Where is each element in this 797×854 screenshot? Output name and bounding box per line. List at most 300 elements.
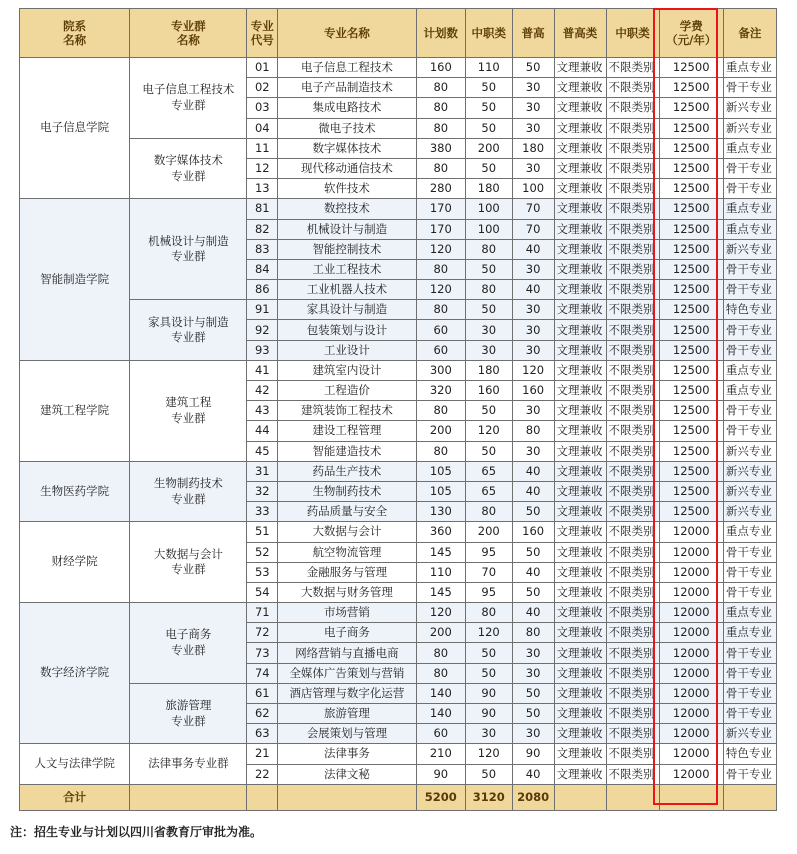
plan-count-cell: 145	[416, 542, 465, 562]
zhongzhi-type-cell: 不限类别	[606, 219, 659, 239]
table-row	[20, 199, 777, 219]
tuition-fee-cell: 12500	[659, 199, 723, 219]
pugao-type-cell: 文理兼收	[554, 179, 606, 199]
zhongzhi-type-cell: 不限类别	[606, 542, 659, 562]
group-name-cell: 家具设计与制造 专业群	[130, 300, 247, 361]
plan-count-cell: 80	[416, 158, 465, 178]
plan-count-cell: 80	[416, 98, 465, 118]
total-plan-cell: 5200	[416, 784, 465, 810]
zhongzhi-count-cell: 120	[465, 421, 512, 441]
pugao-type-cell: 文理兼收	[554, 219, 606, 239]
pugao-count-cell: 50	[512, 683, 554, 703]
zhongzhi-type-cell: 不限类别	[606, 138, 659, 158]
pugao-count-cell: 30	[512, 78, 554, 98]
remark-cell: 新兴专业	[723, 461, 776, 481]
plan-count-cell: 140	[416, 704, 465, 724]
plan-count-cell: 80	[416, 441, 465, 461]
pugao-type-cell: 文理兼收	[554, 158, 606, 178]
tuition-fee-cell: 12500	[659, 461, 723, 481]
pugao-type-cell: 文理兼收	[554, 78, 606, 98]
zhongzhi-type-cell: 不限类别	[606, 704, 659, 724]
major-code-cell: 51	[247, 522, 278, 542]
pugao-count-cell: 50	[512, 582, 554, 602]
major-name-cell: 智能建造技术	[278, 441, 417, 461]
tuition-fee-cell: 12000	[659, 683, 723, 703]
table-row	[20, 360, 777, 380]
zhongzhi-count-cell: 100	[465, 219, 512, 239]
plan-count-cell: 120	[416, 603, 465, 623]
pugao-count-cell: 80	[512, 623, 554, 643]
table-header-row	[20, 9, 777, 58]
pugao-count-cell: 50	[512, 58, 554, 78]
remark-cell: 重点专业	[723, 360, 776, 380]
zhongzhi-count-cell: 50	[465, 764, 512, 784]
plan-count-cell: 200	[416, 623, 465, 643]
tuition-fee-cell: 12000	[659, 764, 723, 784]
plan-count-cell: 110	[416, 562, 465, 582]
pugao-type-cell: 文理兼收	[554, 441, 606, 461]
major-code-cell: 04	[247, 118, 278, 138]
pugao-count-cell: 40	[512, 603, 554, 623]
remark-cell: 骨干专业	[723, 704, 776, 724]
remark-cell: 特色专业	[723, 300, 776, 320]
zhongzhi-count-cell: 50	[465, 643, 512, 663]
major-code-cell: 53	[247, 562, 278, 582]
group-name-cell: 数字媒体技术 专业群	[130, 138, 247, 199]
tuition-fee-cell: 12500	[659, 502, 723, 522]
plan-count-cell: 105	[416, 461, 465, 481]
enrollment-plan-table	[19, 8, 777, 811]
pugao-type-cell: 文理兼收	[554, 724, 606, 744]
pugao-type-cell: 文理兼收	[554, 542, 606, 562]
pugao-count-cell: 30	[512, 98, 554, 118]
total-row	[20, 784, 777, 810]
plan-count-cell: 60	[416, 724, 465, 744]
major-name-cell: 包装策划与设计	[278, 320, 417, 340]
tuition-fee-cell: 12000	[659, 643, 723, 663]
pugao-type-cell: 文理兼收	[554, 138, 606, 158]
remark-cell: 骨干专业	[723, 340, 776, 360]
pugao-count-cell: 40	[512, 764, 554, 784]
zhongzhi-count-cell: 180	[465, 360, 512, 380]
tuition-fee-cell: 12500	[659, 401, 723, 421]
zhongzhi-count-cell: 65	[465, 481, 512, 501]
pugao-count-cell: 30	[512, 663, 554, 683]
major-code-cell: 43	[247, 401, 278, 421]
tuition-fee-cell: 12500	[659, 300, 723, 320]
major-code-cell: 03	[247, 98, 278, 118]
zhongzhi-count-cell: 200	[465, 138, 512, 158]
pugao-count-cell: 30	[512, 401, 554, 421]
major-code-cell: 52	[247, 542, 278, 562]
header-zhongzhi-type: 中职类	[606, 9, 659, 58]
plan-count-cell: 80	[416, 643, 465, 663]
pugao-count-cell: 30	[512, 340, 554, 360]
major-name-cell: 工业工程技术	[278, 259, 417, 279]
major-name-cell: 会展策划与管理	[278, 724, 417, 744]
college-name-cell: 人文与法律学院	[20, 744, 130, 784]
major-name-cell: 市场营销	[278, 603, 417, 623]
plan-count-cell: 60	[416, 340, 465, 360]
major-code-cell: 93	[247, 340, 278, 360]
major-code-cell: 84	[247, 259, 278, 279]
group-name-cell: 电子信息工程技术 专业群	[130, 58, 247, 139]
major-name-cell: 全媒体广告策划与营销	[278, 663, 417, 683]
plan-count-cell: 300	[416, 360, 465, 380]
zhongzhi-count-cell: 120	[465, 744, 512, 764]
major-name-cell: 电子商务	[278, 623, 417, 643]
empty-cell	[659, 784, 723, 810]
footnote: 注：招生专业与计划以四川省教育厅审批为准。	[10, 825, 263, 839]
zhongzhi-count-cell: 200	[465, 522, 512, 542]
college-name-cell: 建筑工程学院	[20, 360, 130, 461]
remark-cell: 重点专业	[723, 138, 776, 158]
table-row	[20, 58, 777, 78]
tuition-fee-cell: 12000	[659, 522, 723, 542]
pugao-type-cell: 文理兼收	[554, 764, 606, 784]
major-code-cell: 41	[247, 360, 278, 380]
major-code-cell: 81	[247, 199, 278, 219]
plan-count-cell: 280	[416, 179, 465, 199]
major-name-cell: 金融服务与管理	[278, 562, 417, 582]
table-row	[20, 300, 777, 320]
zhongzhi-count-cell: 90	[465, 704, 512, 724]
zhongzhi-type-cell: 不限类别	[606, 603, 659, 623]
tuition-fee-cell: 12500	[659, 78, 723, 98]
remark-cell: 骨干专业	[723, 683, 776, 703]
remark-cell: 骨干专业	[723, 280, 776, 300]
remark-cell: 新兴专业	[723, 481, 776, 501]
remark-cell: 重点专业	[723, 381, 776, 401]
major-name-cell: 数控技术	[278, 199, 417, 219]
tuition-fee-cell: 12000	[659, 724, 723, 744]
major-code-cell: 54	[247, 582, 278, 602]
tuition-fee-cell: 12500	[659, 179, 723, 199]
zhongzhi-type-cell: 不限类别	[606, 179, 659, 199]
header-zhongzhi: 中职类	[465, 9, 512, 58]
tuition-fee-cell: 12000	[659, 704, 723, 724]
zhongzhi-type-cell: 不限类别	[606, 441, 659, 461]
plan-count-cell: 120	[416, 280, 465, 300]
zhongzhi-count-cell: 50	[465, 118, 512, 138]
zhongzhi-type-cell: 不限类别	[606, 118, 659, 138]
zhongzhi-count-cell: 100	[465, 199, 512, 219]
zhongzhi-count-cell: 95	[465, 582, 512, 602]
pugao-type-cell: 文理兼收	[554, 623, 606, 643]
tuition-fee-cell: 12500	[659, 259, 723, 279]
zhongzhi-type-cell: 不限类别	[606, 744, 659, 764]
pugao-type-cell: 文理兼收	[554, 562, 606, 582]
pugao-type-cell: 文理兼收	[554, 280, 606, 300]
group-name-cell: 建筑工程 专业群	[130, 360, 247, 461]
major-code-cell: 33	[247, 502, 278, 522]
zhongzhi-count-cell: 50	[465, 300, 512, 320]
remark-cell: 特色专业	[723, 744, 776, 764]
plan-count-cell: 80	[416, 78, 465, 98]
table-row	[20, 603, 777, 623]
pugao-type-cell: 文理兼收	[554, 421, 606, 441]
plan-count-cell: 160	[416, 58, 465, 78]
zhongzhi-type-cell: 不限类别	[606, 582, 659, 602]
zhongzhi-type-cell: 不限类别	[606, 643, 659, 663]
pugao-count-cell: 30	[512, 441, 554, 461]
major-name-cell: 现代移动通信技术	[278, 158, 417, 178]
college-name-cell: 生物医药学院	[20, 461, 130, 522]
zhongzhi-count-cell: 50	[465, 98, 512, 118]
major-name-cell: 酒店管理与数字化运营	[278, 683, 417, 703]
major-name-cell: 微电子技术	[278, 118, 417, 138]
table-row	[20, 461, 777, 481]
zhongzhi-count-cell: 80	[465, 280, 512, 300]
zhongzhi-count-cell: 30	[465, 340, 512, 360]
major-code-cell: 21	[247, 744, 278, 764]
plan-count-cell: 105	[416, 481, 465, 501]
table-row	[20, 744, 777, 764]
zhongzhi-count-cell: 50	[465, 158, 512, 178]
remark-cell: 骨干专业	[723, 663, 776, 683]
tuition-fee-cell: 12500	[659, 320, 723, 340]
zhongzhi-type-cell: 不限类别	[606, 421, 659, 441]
tuition-fee-cell: 12500	[659, 421, 723, 441]
zhongzhi-count-cell: 180	[465, 179, 512, 199]
tuition-fee-cell: 12500	[659, 219, 723, 239]
header-pugao: 普高	[512, 9, 554, 58]
zhongzhi-type-cell: 不限类别	[606, 764, 659, 784]
zhongzhi-type-cell: 不限类别	[606, 98, 659, 118]
total-label-cell: 合计	[20, 784, 130, 810]
major-name-cell: 工业设计	[278, 340, 417, 360]
group-name-cell: 电子商务 专业群	[130, 603, 247, 684]
zhongzhi-type-cell: 不限类别	[606, 58, 659, 78]
major-code-cell: 45	[247, 441, 278, 461]
pugao-count-cell: 120	[512, 360, 554, 380]
tuition-fee-cell: 12500	[659, 239, 723, 259]
header-fee: 学费 （元/年）	[659, 9, 723, 58]
plan-count-cell: 60	[416, 320, 465, 340]
major-name-cell: 大数据与财务管理	[278, 582, 417, 602]
major-name-cell: 机械设计与制造	[278, 219, 417, 239]
zhongzhi-type-cell: 不限类别	[606, 300, 659, 320]
table-row	[20, 522, 777, 542]
tuition-fee-cell: 12500	[659, 58, 723, 78]
remark-cell: 重点专业	[723, 199, 776, 219]
major-name-cell: 旅游管理	[278, 704, 417, 724]
pugao-type-cell: 文理兼收	[554, 98, 606, 118]
pugao-type-cell: 文理兼收	[554, 522, 606, 542]
major-name-cell: 工业机器人技术	[278, 280, 417, 300]
pugao-type-cell: 文理兼收	[554, 603, 606, 623]
major-code-cell: 22	[247, 764, 278, 784]
tuition-fee-cell: 12500	[659, 98, 723, 118]
zhongzhi-count-cell: 90	[465, 683, 512, 703]
major-name-cell: 电子信息工程技术	[278, 58, 417, 78]
pugao-count-cell: 50	[512, 542, 554, 562]
major-name-cell: 生物制药技术	[278, 481, 417, 501]
pugao-count-cell: 50	[512, 502, 554, 522]
pugao-type-cell: 文理兼收	[554, 502, 606, 522]
tuition-fee-cell: 12000	[659, 542, 723, 562]
zhongzhi-count-cell: 50	[465, 441, 512, 461]
pugao-type-cell: 文理兼收	[554, 381, 606, 401]
plan-count-cell: 80	[416, 663, 465, 683]
major-code-cell: 71	[247, 603, 278, 623]
zhongzhi-count-cell: 30	[465, 724, 512, 744]
pugao-type-cell: 文理兼收	[554, 704, 606, 724]
pugao-count-cell: 70	[512, 219, 554, 239]
tuition-fee-cell: 12000	[659, 603, 723, 623]
zhongzhi-type-cell: 不限类别	[606, 340, 659, 360]
plan-count-cell: 80	[416, 300, 465, 320]
pugao-count-cell: 40	[512, 239, 554, 259]
plan-count-cell: 320	[416, 381, 465, 401]
pugao-type-cell: 文理兼收	[554, 663, 606, 683]
pugao-count-cell: 30	[512, 643, 554, 663]
major-name-cell: 建设工程管理	[278, 421, 417, 441]
header-group: 专业群 名称	[130, 9, 247, 58]
pugao-count-cell: 30	[512, 300, 554, 320]
table-row	[20, 138, 777, 158]
zhongzhi-count-cell: 50	[465, 78, 512, 98]
major-name-cell: 数字媒体技术	[278, 138, 417, 158]
zhongzhi-count-cell: 50	[465, 259, 512, 279]
zhongzhi-count-cell: 65	[465, 461, 512, 481]
zhongzhi-type-cell: 不限类别	[606, 158, 659, 178]
pugao-count-cell: 70	[512, 199, 554, 219]
major-code-cell: 12	[247, 158, 278, 178]
pugao-type-cell: 文理兼收	[554, 259, 606, 279]
plan-count-cell: 130	[416, 502, 465, 522]
zhongzhi-count-cell: 50	[465, 663, 512, 683]
remark-cell: 骨干专业	[723, 320, 776, 340]
major-code-cell: 31	[247, 461, 278, 481]
plan-count-cell: 210	[416, 744, 465, 764]
pugao-type-cell: 文理兼收	[554, 300, 606, 320]
zhongzhi-type-cell: 不限类别	[606, 724, 659, 744]
zhongzhi-type-cell: 不限类别	[606, 522, 659, 542]
pugao-type-cell: 文理兼收	[554, 461, 606, 481]
major-code-cell: 62	[247, 704, 278, 724]
pugao-count-cell: 30	[512, 724, 554, 744]
header-plan: 计划数	[416, 9, 465, 58]
pugao-type-cell: 文理兼收	[554, 360, 606, 380]
zhongzhi-type-cell: 不限类别	[606, 683, 659, 703]
major-name-cell: 工程造价	[278, 381, 417, 401]
zhongzhi-type-cell: 不限类别	[606, 502, 659, 522]
plan-count-cell: 80	[416, 118, 465, 138]
plan-count-cell: 80	[416, 401, 465, 421]
major-code-cell: 91	[247, 300, 278, 320]
plan-count-cell: 200	[416, 421, 465, 441]
pugao-type-cell: 文理兼收	[554, 340, 606, 360]
group-name-cell: 机械设计与制造 专业群	[130, 199, 247, 300]
pugao-count-cell: 40	[512, 280, 554, 300]
tuition-fee-cell: 12000	[659, 582, 723, 602]
zhongzhi-count-cell: 70	[465, 562, 512, 582]
major-name-cell: 药品生产技术	[278, 461, 417, 481]
pugao-count-cell: 40	[512, 461, 554, 481]
zhongzhi-type-cell: 不限类别	[606, 461, 659, 481]
pugao-type-cell: 文理兼收	[554, 58, 606, 78]
group-name-cell: 旅游管理 专业群	[130, 683, 247, 744]
table-row	[20, 683, 777, 703]
plan-count-cell: 170	[416, 199, 465, 219]
table-body	[20, 58, 777, 811]
plan-count-cell: 145	[416, 582, 465, 602]
tuition-fee-cell: 12000	[659, 623, 723, 643]
tuition-fee-cell: 12500	[659, 441, 723, 461]
zhongzhi-type-cell: 不限类别	[606, 663, 659, 683]
tuition-fee-cell: 12500	[659, 118, 723, 138]
major-code-cell: 82	[247, 219, 278, 239]
zhongzhi-count-cell: 160	[465, 381, 512, 401]
remark-cell: 重点专业	[723, 58, 776, 78]
zhongzhi-type-cell: 不限类别	[606, 280, 659, 300]
pugao-count-cell: 160	[512, 381, 554, 401]
remark-cell: 新兴专业	[723, 724, 776, 744]
enrollment-table-container	[19, 8, 777, 811]
remark-cell: 新兴专业	[723, 441, 776, 461]
major-name-cell: 药品质量与安全	[278, 502, 417, 522]
zhongzhi-type-cell: 不限类别	[606, 481, 659, 501]
remark-cell: 骨干专业	[723, 764, 776, 784]
major-name-cell: 软件技术	[278, 179, 417, 199]
college-name-cell: 智能制造学院	[20, 199, 130, 361]
remark-cell: 重点专业	[723, 623, 776, 643]
remark-cell: 骨干专业	[723, 179, 776, 199]
college-name-cell: 财经学院	[20, 522, 130, 603]
major-name-cell: 建筑室内设计	[278, 360, 417, 380]
tuition-fee-cell: 12500	[659, 481, 723, 501]
tuition-fee-cell: 12000	[659, 744, 723, 764]
pugao-count-cell: 40	[512, 562, 554, 582]
zhongzhi-count-cell: 50	[465, 401, 512, 421]
zhongzhi-type-cell: 不限类别	[606, 259, 659, 279]
tuition-fee-cell: 12500	[659, 340, 723, 360]
empty-cell	[130, 784, 247, 810]
zhongzhi-type-cell: 不限类别	[606, 199, 659, 219]
pugao-type-cell: 文理兼收	[554, 118, 606, 138]
header-major: 专业名称	[278, 9, 417, 58]
major-code-cell: 86	[247, 280, 278, 300]
remark-cell: 骨干专业	[723, 582, 776, 602]
major-code-cell: 44	[247, 421, 278, 441]
major-code-cell: 11	[247, 138, 278, 158]
major-code-cell: 13	[247, 179, 278, 199]
tuition-fee-cell: 12500	[659, 381, 723, 401]
zhongzhi-type-cell: 不限类别	[606, 320, 659, 340]
remark-cell: 新兴专业	[723, 502, 776, 522]
empty-cell	[606, 784, 659, 810]
empty-cell	[554, 784, 606, 810]
major-code-cell: 63	[247, 724, 278, 744]
header-remark: 备注	[723, 9, 776, 58]
group-name-cell: 大数据与会计 专业群	[130, 522, 247, 603]
remark-cell: 重点专业	[723, 603, 776, 623]
zhongzhi-type-cell: 不限类别	[606, 562, 659, 582]
major-code-cell: 92	[247, 320, 278, 340]
plan-count-cell: 170	[416, 219, 465, 239]
plan-count-cell: 90	[416, 764, 465, 784]
major-code-cell: 42	[247, 381, 278, 401]
tuition-fee-cell: 12500	[659, 360, 723, 380]
total-zhongzhi-cell: 3120	[465, 784, 512, 810]
major-name-cell: 集成电路技术	[278, 98, 417, 118]
pugao-type-cell: 文理兼收	[554, 401, 606, 421]
header-college: 院系 名称	[20, 9, 130, 58]
remark-cell: 骨干专业	[723, 542, 776, 562]
zhongzhi-type-cell: 不限类别	[606, 239, 659, 259]
major-name-cell: 法律文秘	[278, 764, 417, 784]
